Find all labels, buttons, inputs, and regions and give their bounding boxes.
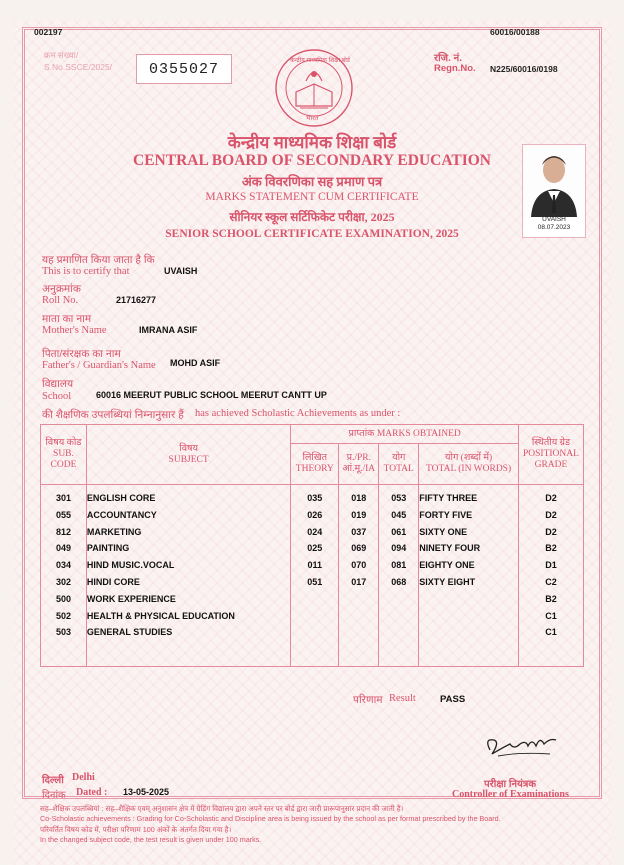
col-subject [86, 485, 290, 667]
header-grade-text: POSITIONAL GRADE [523, 449, 579, 470]
cell-subject: HEALTH & PHYSICAL EDUCATION [86, 610, 235, 621]
header-total-text: TOTAL [383, 464, 414, 474]
header-marks-obtained: प्राप्तांक MARKS OBTAINED [291, 425, 519, 444]
cell-total: 094 [391, 543, 407, 554]
col-code [41, 485, 87, 667]
cell-subject: ACCOUNTANCY [86, 509, 157, 520]
cell-words: EIGHTY ONE [419, 560, 475, 571]
controller-signature [480, 728, 564, 764]
header-words-hindi: योग (शब्दों में) [444, 453, 493, 463]
header-grade-hindi: स्थितीय ग्रेड [531, 438, 571, 448]
student-portrait-icon [523, 145, 585, 217]
controller-label-hindi: परीक्षा नियंत्रक [484, 779, 537, 790]
header-subject-hindi: विषय [179, 443, 198, 454]
cell-practical: 019 [351, 509, 367, 520]
header-sub-code-text: SUB. CODE [50, 449, 77, 470]
cell-total: 081 [391, 560, 407, 571]
roll-number: 21716277 [116, 295, 157, 305]
note-2: In the changed subject code, the test result is given under 100 marks. [40, 835, 262, 844]
cell-theory: 011 [307, 560, 323, 571]
seal-text-top: केन्द्रीय माध्यमिक शिक्षा बोर्ड [290, 58, 350, 64]
student-name: UVAISH [164, 266, 198, 276]
note-hindi-1: सह–शैक्षिक उपलब्धियां : सह–शैक्षिक एवम् अनुशासन क्षेत्र में ग्रेडिंग विद्यालय द्वारा अपने स्तर पर बोर्ड द्वारा जारी प्रारूपानुसार प्रदान की जाती है। [40, 804, 404, 813]
school-name: 60016 MEERUT PUBLIC SCHOOL MEERUT CANTT UP [96, 390, 327, 400]
header-total [379, 444, 419, 485]
header-words [419, 444, 519, 485]
roll-label: Roll No. [42, 295, 79, 306]
cell-total: 068 [391, 576, 407, 587]
cell-words: SIXTY EIGHT [419, 576, 476, 587]
certificate-title: MARKS STATEMENT CUM CERTIFICATE [205, 191, 419, 203]
cell-practical: 037 [351, 526, 367, 537]
cell-code: 301 [55, 493, 71, 503]
cell-code: 503 [55, 627, 71, 638]
place-label-hindi: दिल्ली [42, 775, 64, 786]
cell-grade: D2 [545, 526, 557, 537]
photo-date: 08.07.2023 [537, 224, 571, 231]
cell-grade: D1 [545, 560, 557, 571]
father-label: Father's / Guardian's Name [42, 360, 156, 371]
marks-table [40, 424, 584, 669]
mother-label-hindi: माता का नाम [42, 313, 92, 325]
sn-label-hindi: क्रम संख्या/ [44, 50, 79, 60]
cell-words: FORTY FIVE [419, 509, 473, 520]
cell-code: 049 [55, 543, 71, 554]
result-value: PASS [440, 694, 466, 705]
cell-code: 034 [55, 560, 71, 571]
cell-code: 500 [55, 593, 71, 604]
cell-practical: 018 [351, 493, 367, 503]
student-photo [522, 144, 586, 238]
cell-theory: 051 [307, 576, 323, 587]
cell-subject: ENGLISH CORE [86, 493, 156, 503]
board-title: CENTRAL BOARD OF SECONDARY EDUCATION [133, 152, 491, 169]
cell-grade: D2 [545, 509, 557, 520]
top-left-code: 002197 [34, 27, 63, 37]
cell-theory: 035 [307, 493, 323, 503]
cell-code: 302 [55, 576, 71, 587]
cell-grade: C2 [545, 576, 557, 587]
cell-grade: C1 [545, 627, 557, 638]
certify-label-hindi: यह प्रमाणित किया जाता है कि [42, 254, 155, 266]
header-grade [518, 425, 583, 485]
cell-theory: 024 [307, 526, 323, 537]
header-practical-hindi: प्र./PR. [346, 453, 371, 463]
roll-label-hindi: अनुक्रमांक [42, 283, 81, 295]
cell-subject: HIND MUSIC.VOCAL [86, 560, 175, 571]
cell-words: FIFTY THREE [419, 493, 478, 503]
cell-subject: MARKETING [86, 526, 142, 537]
serial-number-box: 0355027 [136, 54, 232, 84]
cell-grade: B2 [545, 593, 557, 604]
board-title-hindi: केन्द्रीय माध्यमिक शिक्षा बोर्ड [227, 133, 397, 152]
sn-label: S.No.SSCE/2025/ [44, 62, 113, 72]
cell-code: 055 [55, 509, 71, 520]
cell-grade: D2 [545, 493, 557, 503]
photo-name: UVAISH [542, 216, 566, 223]
header-words-text: TOTAL (IN WORDS) [426, 464, 512, 474]
header-sub-code [41, 425, 87, 485]
cell-practical: 070 [351, 560, 367, 571]
col-practical [339, 485, 379, 667]
regn-number: N225/60016/0198 [490, 64, 558, 74]
certificate-title-hindi: अंक विवरणिका सह प्रमाण पत्र [241, 174, 383, 189]
certify-label: This is to certify that [42, 266, 130, 277]
mother-name: IMRANA ASIF [139, 325, 198, 335]
result-label-hindi: परिणाम [353, 694, 383, 706]
cell-words: NINETY FOUR [419, 543, 481, 554]
cell-grade: B2 [545, 543, 557, 554]
header-subject [86, 425, 290, 485]
header-practical-text: आं.मू./IA [342, 464, 376, 474]
cell-total: 061 [391, 526, 407, 537]
cell-grade: C1 [545, 610, 557, 621]
cell-total: 053 [391, 493, 407, 503]
cell-theory: 025 [307, 543, 323, 554]
seal-text-bottom: भारत [306, 115, 319, 122]
cell-code: 502 [55, 610, 71, 621]
col-theory [291, 485, 339, 667]
col-grade [518, 485, 583, 667]
cell-words: SIXTY ONE [419, 526, 468, 537]
top-right-code: 60016/00188 [490, 27, 540, 37]
controller-label: Controller of Examinations [452, 789, 569, 800]
header-subject-text: SUBJECT [168, 454, 209, 465]
cell-theory: 026 [307, 509, 323, 520]
mother-label: Mother's Name [42, 325, 107, 336]
note-1: Co-Scholastic achievements : Grading for Co-Scholastic and Discipline area is being issued by the school as per format prescribed by the Board. [40, 814, 501, 823]
cell-code: 812 [55, 526, 71, 537]
issue-date: 13-05-2025 [123, 787, 170, 797]
school-label-hindi: विद्यालय [42, 378, 74, 390]
header-practical [339, 444, 379, 485]
regn-label: Regn.No. [434, 63, 476, 74]
cell-subject: PAINTING [86, 543, 130, 554]
cell-practical: 069 [351, 543, 367, 554]
exam-title: SENIOR SCHOOL CERTIFICATE EXAMINATION, 2025 [165, 228, 459, 240]
header-total-hindi: योग [392, 453, 406, 463]
header-theory [291, 444, 339, 485]
father-name: MOHD ASIF [170, 358, 221, 368]
cell-subject: HINDI CORE [86, 576, 140, 587]
cell-subject: GENERAL STUDIES [86, 627, 173, 638]
col-total [379, 485, 419, 667]
father-label-hindi: पिता/संरक्षक का नाम [42, 348, 121, 360]
header-theory-hindi: लिखित [302, 453, 328, 463]
place-label: Delhi [72, 772, 95, 783]
dated-label: Dated : [76, 787, 108, 798]
achievements-label-hindi: की शैक्षणिक उपलब्धियां निम्नानुसार हैं [42, 409, 184, 421]
achievements-label: has achieved Scholastic Achievements as under : [195, 408, 401, 419]
header-theory-text: THEORY [295, 464, 334, 474]
note-hindi-2: परिवर्तित विषय कोड में, परीक्षा परिणाम 100 अंकों के अंतर्गत दिया गया है। [40, 825, 232, 834]
dated-label-hindi: दिनांक [42, 790, 66, 801]
regn-label-hindi: रजि. नं. [434, 53, 462, 64]
school-label: School [42, 391, 72, 402]
result-label: Result [389, 693, 416, 704]
header-sub-code-hindi: विषय कोड [45, 438, 82, 448]
exam-title-hindi: सीनियर स्कूल सर्टिफिकेट परीक्षा, 2025 [229, 210, 395, 224]
marks-body [41, 485, 584, 667]
cell-subject: WORK EXPERIENCE [86, 593, 176, 604]
col-words [419, 485, 519, 667]
cell-practical: 017 [351, 576, 367, 587]
cell-total: 045 [391, 509, 407, 520]
